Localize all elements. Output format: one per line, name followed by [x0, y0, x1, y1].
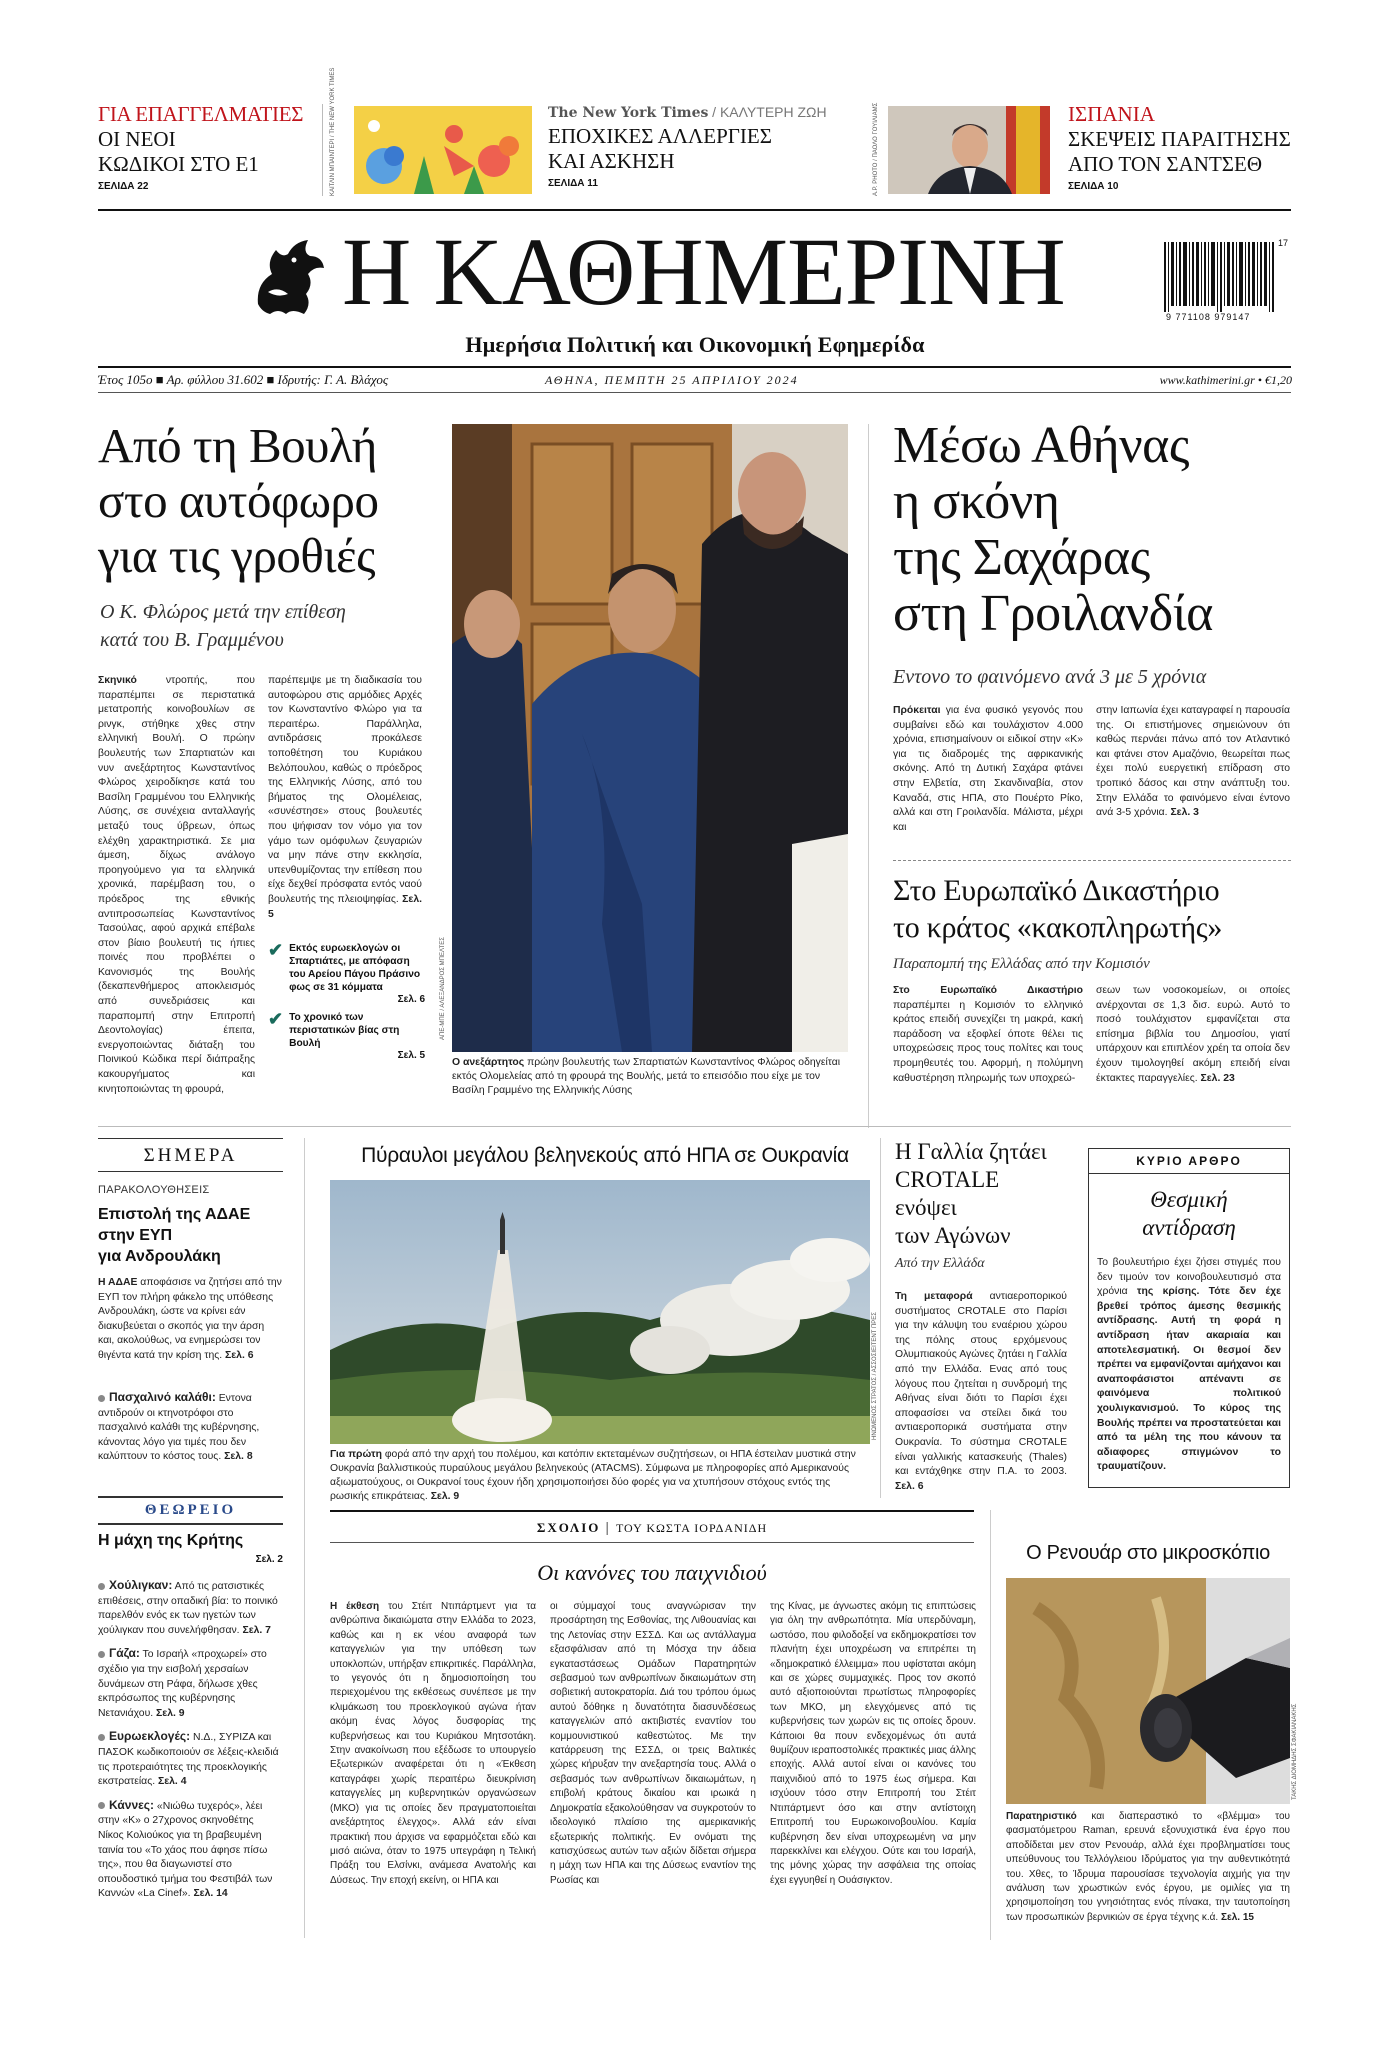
- nyt-brand: The New York Times: [548, 105, 709, 121]
- renoir-body: Παρατηριστικό και διαπεραστικό το «βλέμμα» του φασματόμετρου Raman, ερευνά εξονυχιστικά ένα έργο που αποδίδεται μεν στον Ρενουάρ, αλλά έχει προβληματίσει τους υπεύθυνους του Τελλόγλειου Ιδρύματος για την αυθεντικότητά του. Χθες, το Ίδρυμα παρουσίασε τεχνολογία αιχμής για την ανάλυση των χρωστικών ενός έργου, με ομιλίες για τη χρησιμοποίηση του γνησιότητας ενός πίνακα, την ταυτοποίηση των προσωπικών βερνικιών σε έργα τέχνης κ.ά. Σελ. 15: [1006, 1811, 1290, 1923]
- headline-line: Επιστολή της ΑΔΑΕ: [98, 1206, 251, 1223]
- headline-line: στην ΕΥΠ: [98, 1227, 173, 1244]
- check-icon: ✔: [268, 940, 284, 960]
- sahara-body-col1: Πρόκειται για ένα φυσικό γεγονός που συμβαίνει εδώ και τουλάχιστον 4.000 χρόνια, επισημαίνουν οι ειδικοί στην «Κ» για τις διαδρομές της αφρικανικής σκόνης. Από τη Δυτική Σαχάρα φτάνει στην Ελβετία, στη Σκανδιναβία, στον Καναδά, στις ΗΠΑ, στο Πουέρτο Ρίκο, αλλά και στη Γροιλανδία. Μάλιστα, μέχρι και: [893, 705, 1083, 833]
- comment-headline[interactable]: Οι κανόνες του παιχνιδιού: [537, 1560, 767, 1585]
- sahara-headline[interactable]: [893, 418, 1293, 642]
- comment-col3: της Κίνας, με άγνωστες ακόμη τις επιπτώσεις για όλη την ανθρωπότητα. Μία υπερδύναμη, ωστόσο, που φιλοδοξεί να εκδημοκρατίσει τον πλανήτη έχει υποχρέωση να επιτρέπει τη «δημοκρατικό έλλειμμα» που υφίσταται ακόμη και σε χώρες συμμαχικές. Προς τον σκοπό αυτό αξιοποιούνται πρωτίστως πληροφορίες των ΜΚΟ, μη ελεγχόμενες από τις κυβερνήσεις των χωρών εις τις οποίες δρουν. Κάποιοι θα πουν ενδεχομένως ότι αυτά θυμίζουν ιεραποστολικές πρακτικές μιας άλλης εποχής. Αλλά αυτοί είναι οι κανόνες του παιχνιδιού από το 1975 έως σήμερα. Και ισχύουν τόσο στην Επιτροπή του Στέιτ Ντιπάρτμεντ όσο και στην αντίστοιχη Επιτροπή του Ευρωκοινοβουλίου. Καμία κυβέρνηση δεν είναι υποχρεωμένη να μην παρεκκλίνει και ελέγχου. Ούτε και του Ισραήλ, της μόνης χώρας την ασφάλεια της οποίας έχει εγγυηθεί η Ουάσιγκτον.: [770, 1601, 976, 1886]
- related-item[interactable]: ✔ Εκτός ευρωεκλογών οι Σπαρτιάτες, με απόφαση του Αρείου Πάγου Πράσινο φως σε 31 κόμματα Σελ. 6: [268, 940, 426, 1005]
- list-item[interactable]: Χούλιγκαν: Από τις ρατσιστικές επιθέσεις, στην οπαδική βία: το ποινικό παρελθόν ενός εκ των ηγετών των χούλιγκαν που συνελήφθησαν. Σελ. 7: [98, 1578, 278, 1636]
- headline-line: για τις γροθιές: [98, 528, 376, 583]
- lead-caption: Ο ανεξάρτητος πρώην βουλευτής των Σπαρτιατών Κωνσταντίνος Φλώρος οδηγείται εκτός Ολομελείας από τη φρουρά της Βουλής, μετά το επεισόδιο που είχε με τον Βασίλη Γραμμένο της Ελληνικής Λύσης: [452, 1057, 841, 1096]
- lead-deck: [100, 598, 440, 654]
- headline-line: Η Γαλλία ζητάει: [895, 1139, 1047, 1164]
- related-item[interactable]: ✔ Το χρονικό των περιστατικών βίας στη Βουλή Σελ. 5: [268, 1009, 426, 1061]
- headline-line: το κράτος «κακοπληρωτής»: [893, 911, 1223, 944]
- headline-line: CROTALE: [895, 1167, 1000, 1192]
- list-item[interactable]: Γάζα: Το Ισραήλ «προχωρεί» στο σχέδιο για την εισβολή χερσαίων δυνάμεων στη Ράφα, δήλωσε χθες εκπρόσωπος της κυβέρνησης Νετανιάχου. Σελ. 9: [98, 1646, 267, 1719]
- court-headline[interactable]: [893, 872, 1293, 946]
- bullet-icon: [98, 1802, 105, 1809]
- headline-line: Μέσω Αθήνας: [893, 417, 1189, 474]
- photo-credit: ΚΑΙΤΛΙΝ ΜΠΑΙΝΤΕΡΙ / THE NEW YORK TIMES: [330, 67, 336, 196]
- theoreio-items: [98, 1578, 282, 1910]
- comment-col1: Η έκθεση του Στέιτ Ντιπάρτμεντ για τα ανθρώπινα δικαιώματα στην Ελλάδα το 2023, καθώς και η εκ νέου αναφορά των καταγγελιών για την υπόθεση των υποκλοπών, υπήρξαν επικριτικές. Παράλληλα, το γεγονός ότι η δημοσιοποίηση του περιεχομένου της εκθέσεως συνέπεσε με την κλιμάκωση του προεκλογικού αγώνα ήταν ακόμη ένας λόγος δυσφορίας της κυβερνήσεως και του Κυριάκου Μητσοτάκη. Στην ανακοίνωση που εξέδωσε το υπουργείο Εξωτερικών αναφέρεται ότι η «Έκθεση καταγράφει χωρίς περαιτέρω διευκρίνιση καταγγελίες μη κυβερνητικών οργανώσεων (ΜΚΟ) για τις οποίες δεν πραγματοποιείται ανεξάρτητος έλεγχος». Αλλά εάν είναι πρακτική που άρχισε να εφαρμόζεται εδώ και μισό αιώνα, όταν το 1975 υπεγράφη η Τελική Πράξη του Ελσίνκι, ανάμεσα Ανατολής και Δύσεως. Την εποχή εκείνη, οι ΗΠΑ και: [330, 1601, 536, 1886]
- photo-credit: ΤΑΚΗΣ ΔΙΟΜΗΔΗΣ ΣΦΑΚΙΑΝΑΚΗΣ: [1292, 1703, 1298, 1800]
- comment-section: ΣΧΟΛΙΟ | ΤΟΥ ΚΩΣΤΑ ΙΟΡΔΑΝΙΔΗ: [536, 1520, 768, 1536]
- teaser-title: ΕΠΟΧΙΚΕΣ ΑΛΛΕΡΓΙΕΣ: [548, 124, 772, 148]
- headline-line: στο αυτόφωρο: [98, 473, 379, 528]
- court-body-col2: σεων των νοσοκομείων, οι οποίες ανέρχονται σε 1,3 δισ. ευρώ. Αυτό το ποσό τουλάχιστον εμφανίζεται στα επίσημα βιβλία του Δημοσίου, γιατί υπάρχουν και επιπλέον χρέη τα οποία δεν έχουν τιμολογηθεί ακόμη επειδή είναι έκτακτες παραγγελίες. Σελ. 23: [1096, 985, 1290, 1084]
- france-deck: Από την Ελλάδα: [895, 1256, 985, 1271]
- headline-line: Στο Ευρωπαϊκό Δικαστήριο: [893, 874, 1220, 907]
- missile-photo: [330, 1180, 870, 1444]
- headline-line: για Ανδρουλάκη: [98, 1248, 221, 1265]
- issue-info: Έτος 105ο ■ Αρ. φύλλου 31.602 ■ Ιδρυτής: Γ. Α. Βλάχος: [98, 372, 389, 387]
- masthead-title: Η ΚΑΘΗΜΕΡΙΝΗ: [342, 218, 1065, 325]
- section-title: ΣΗΜΕΡΑ: [143, 1145, 238, 1166]
- teaser-title: ΚΩΔΙΚΟΙ ΣΤΟ Ε1: [98, 152, 259, 176]
- today-headline[interactable]: [98, 1204, 283, 1267]
- masthead-subtitle: Ημερήσια Πολιτική και Οικονομική Εφημερίδα: [465, 332, 925, 357]
- teaser-nyt[interactable]: [548, 104, 848, 189]
- photo-credit: ΑΠΕ-ΜΠΕ / ΑΛΕΞΑΝΔΡΟΣ ΜΠΕΛΤΕΣ: [440, 937, 446, 1040]
- headline-line: των Αγώνων: [895, 1223, 1011, 1248]
- bullet-icon: [98, 1651, 105, 1658]
- author: ΤΟΥ ΚΩΣΤΑ ΙΟΡΔΑΝΙΔΗ: [615, 1521, 768, 1535]
- teaser-kicker: / ΚΑΛΥΤΕΡΗ ΖΩΗ: [712, 104, 827, 120]
- barcode-issue: 17: [1278, 238, 1289, 248]
- headline-line: Από τη Βουλή: [98, 418, 377, 473]
- court-body-col1: Στο Ευρωπαϊκό Δικαστήριο παραπέμπει η Κομισιόν το ελληνικό κράτος επειδή συνεχίζει τη μακρά, κακή παράδοση να εξοφλεί όποτε θέλει τις υποχρεώσεις προς τους πολίτες και τους προμηθευτές του. Αφορμή, η πολύμηνη καθυστέρηση πληρωμής των υποχρεώ-: [893, 985, 1083, 1084]
- theoreio-ref: Σελ. 2: [255, 1554, 283, 1565]
- teaser-kicker: ΙΣΠΑΝΙΑ: [1068, 102, 1155, 126]
- comment-col2: οι σύμμαχοί τους αναγνώρισαν την προσάρτηση της Εσθονίας, της Λιθουανίας και της Λετονίας στην ΕΣΣΔ. Και ως αντάλλαγμα εξασφάλισαν από τη Μόσχα την άδεια εγκαταστάσεως Ομάδων Παρατηρητών σεβασμού των ανθρωπίνων δικαιωμάτων στη σοβιετική αυτοκρατορία. Διά του τρόπου όμως αυτού δόθηκε η δυνατότητα διασυνδέσεως καταγγελιών από ακτιβιστές εναντίον του κομμουνιστικού καθεστώτος. Με την κατάρρευση της ΕΣΣΔ, οι τρεις Βαλτικές χώρες κήρυξαν την ανεξαρτησία τους. Αλλά ο σεβασμός των ανθρωπίνων δικαιωμάτων, η επιβολή κράτους δικαίου και ιρωικά η Δημοκρατία εξακολούθησαν να συγκροτούν το ιδεολογικό πλαίσιο της αμερικανικής εξωτερικής πολιτικής. Εν ονόματι της κατισχύσεως αυτών των αξιών δίδεται σήμερα η μάχη των ΗΠΑ και της Δύσεως εναντίον της Ρωσίας και: [550, 1601, 756, 1886]
- teaser-title: ΣΚΕΨΕΙΣ ΠΑΡΑΙΤΗΣΗΣ: [1068, 127, 1291, 151]
- lead-headline[interactable]: [98, 418, 438, 583]
- sahara-deck: Εντονο το φαινόμενο ανά 3 με 5 χρόνια: [893, 666, 1207, 688]
- related-links[interactable]: [268, 942, 428, 1067]
- section-title: ΚΥΡΙΟ ΑΡΘΡΟ: [1089, 1149, 1289, 1174]
- teaser-kicker: ΓΙΑ ΕΠΑΓΓΕΛΜΑΤΙΕΣ: [98, 102, 304, 126]
- teaser-title: ΚΑΙ ΑΣΚΗΣΗ: [548, 149, 675, 173]
- photo-credit: A.P. PHOTO / ΠΑΟΛΟ ΓΟΥΙΛΙΑΜΣ: [873, 102, 879, 196]
- allergy-illustration: [354, 106, 532, 194]
- teaser-title: ΟΙ ΝΕΟΙ: [98, 127, 176, 151]
- issue-date: ΑΘΗΝΑ, ΠΕΜΠΤΗ 25 ΑΠΡΙΛΙΟΥ 2024: [545, 373, 799, 387]
- renoir-headline[interactable]: Ο Ρενουάρ στο μικροσκόπιο: [1026, 1542, 1270, 1564]
- today-kicker: ΠΑΡΑΚΟΛΟΥΘΗΣΕΙΣ: [98, 1184, 210, 1196]
- microscope-photo: [1006, 1578, 1290, 1804]
- parliament-photo: [452, 424, 848, 1052]
- editorial-headline[interactable]: [1089, 1186, 1289, 1242]
- teaser-page: ΣΕΛΙΔΑ 10: [1068, 181, 1119, 192]
- issue-price: www.kathimerini.gr • €1,20: [1159, 373, 1292, 387]
- deck-line: Ο Κ. Φλώρος μετά την επίθεση: [100, 601, 346, 623]
- bullet-icon: [98, 1734, 105, 1741]
- deck-line: κατά του Β. Γραμμένου: [100, 629, 284, 651]
- headline-line: η σκόνη: [893, 473, 1060, 530]
- headline-line: ενόψει: [895, 1195, 957, 1220]
- griffin-logo-icon: [248, 234, 330, 320]
- headline-line: στη Γροιλανδία: [893, 585, 1213, 642]
- section-title: ΣΧΟΛΙΟ: [536, 1520, 601, 1535]
- lead-body-col1: Σκηνικό ντροπής, που παραπέμπει σε περιστατικά μετατροπής κοινοβουλίων σε ρινγκ, στήθηκε χθες στην ελληνική Βουλή. Ο πρώην βουλευτής των Σπαρτιατών και νυν ανεξάρτητος Κωνσταντίνος Φλώρος χειροδίκησε κατά του Βασίλη Γραμμένου του Ελληνικής Λύσης, σε συνέχεια ανταλλαγής μεταξύ τους ύβρεων, όπως ελέχθη χαρακτηριστικά. Σε μια άμεση, δίχως ανάλογο προηγούμενο για τα ελληνικά χρονικά, παρέμβαση του, ο πρόεδρος της εθνικής αντιπροσωπείας Κωνσταντίνος Τασούλας, αφού αρχικά επέβαλε στον βίαιο βουλευτή τις ήπιες ποινές που προβλέπει ο Κανονισμός της Βουλής (δεκαπενθήμερος αποκλεισμός από συνεδριάσεις και παραπομπή στην Επιτροπή Δεοντολογίας) έπειτα, ενεργοποιώντας διάταξη του Ποινικού Κώδικα περί διάπραξης κακουργήματος και κινητοποιώντας τη φρουρά,: [98, 675, 255, 1095]
- france-headline[interactable]: [895, 1138, 1075, 1250]
- list-item[interactable]: Κάννες: «Νιώθω τυχερός», λέει στην «Κ» ο 27χρονος σκηνοθέτης Νίκος Κολιούκος για τη βραβευμένη ταινία του «Το χάος που άφησε πίσω της», που θα διαγωνιστεί στο οπουδοστικό τμήμα του Φεστιβάλ των Καννών «La Cinef». Σελ. 14: [98, 1797, 273, 1900]
- editorial-box: [1088, 1148, 1290, 1488]
- court-deck: Παραπομπή της Ελλάδας από την Κομισιόν: [893, 956, 1150, 972]
- sahara-body-col2: στην Ιαπωνία έχει καταγραφεί η παρουσία της. Οι επιστήμονες σημειώνουν ότι καθώς περνάει πάνω από τον Ατλαντικό και φτάνει στον Αμαζόνιο, θεωρείται πως έχει πολύ ευεργετική επίδραση στο τροπικό δάσος και στην ανάπτυξη του. Στην Ελλάδα το φαινόμενο είναι έντονο ανά 3-5 χρόνια. Σελ. 3: [1096, 705, 1290, 819]
- photo-credit: ΗΝΩΜΕΝΟΣ ΣΤΡΑΤΟΣ / ΑΣΣΟΣΙΕΙΤΕΝΤ ΠΡΕΣ: [872, 1311, 878, 1440]
- teaser-spain[interactable]: [1068, 102, 1308, 192]
- barcode-number: 9 771108 979147: [1166, 312, 1251, 322]
- today-body: Η ΑΔΑΕ αποφάσισε να ζητήσει από την ΕΥΠ τον πλήρη φάκελο της υπόθεσης Ανδρουλάκη, ώστε να κρίνει εάν διακυβεύεται ο σκοπός για την άρση και, ακολούθως, να ενημερώσει τον θιγέντα κατά την κρίση της. Σελ. 6: [98, 1277, 282, 1361]
- bullet-icon: [98, 1395, 105, 1402]
- list-item[interactable]: Ευρωεκλογές: Ν.Δ., ΣΥΡΙΖΑ και ΠΑΣΟΚ κωδικοποιούν σε λέξεις-κλειδιά τις προτεραιότητες της προεκλογικής εκστρατείας. Σελ. 4: [98, 1729, 279, 1788]
- headline-line: της Σαχάρας: [893, 529, 1150, 586]
- missiles-caption: Για πρώτη φορά από την αρχή του πολέμου, και κατόπιν εκτεταμένων συζητήσεων, οι ΗΠΑ έστειλαν μυστικά στην Ουκρανία βαλλιστικούς πυραύλους μεγάλου βεληνεκούς (ATACMS). Σύμφωνα με πληροφορίες από Αμερικανούς αξιωματούχους, οι Ουκρανοί τους έχουν ήδη χρησιμοποιήσει δύο φορές για να χτυπήσουν στόχους εντός της ρωσικής επικράτειας. Σελ. 9: [330, 1449, 856, 1502]
- teaser-title: ΑΠΟ ΤΟΝ ΣΑΝΤΣΕΘ: [1068, 152, 1262, 176]
- check-icon: ✔: [268, 1009, 284, 1029]
- france-body: Τη μεταφορά αντιαεροπορικού συστήματος CROTALE στο Παρίσι για την κάλυψη του εναέριου χώρου της πόλης στους ερχόμενους Ολυμπιακούς Αγώνες ζητάει η Γαλλία από την Ελλάδα. Ενας από τους λόγους που ζητείται η συνδρομή της Αθήνας είναι διότι το Παρίσι έχει αποφασίσει να στείλει δικά του αντιαεροπορικά συστήματα στην Ουκρανία. Το σύστημα CROTALE είναι γαλλικής κατασκευής (Thales) και εντάχθηκε στην Π.Α. το 2003. Σελ. 6: [895, 1291, 1067, 1492]
- theoreio-headline[interactable]: Η μάχη της Κρήτης: [98, 1532, 244, 1549]
- today-item[interactable]: Πασχαλινό καλάθι: Εντονα αντιδρούν οι κτηνοτρόφοι στο πασχαλινό καλάθι της κυβέρνησης, κάνοντας λόγο για τιμές που δεν καλύπτουν το κόστος τους. Σελ. 8: [98, 1390, 260, 1463]
- headline-line: Θεσμική: [1150, 1187, 1228, 1212]
- barcode: [1162, 238, 1290, 330]
- bullet-icon: [98, 1583, 105, 1590]
- theoreio-section: ΘΕΩΡΕΙΟ: [98, 1496, 283, 1525]
- lead-body-col2: παρέπεμψε με τη διαδικασία του αυτοφώρου στις αρμόδιες Αρχές τον Κωνσταντίνο Φλώρο για τα περαιτέρω. Παράλληλα, αντιδράσεις προκάλεσε τοποθέτηση του Κυριάκου Βελόπουλου, καθώς ο πρόεδρος της Ελληνικής Λύσης, από του βήματος της Ολομέλειας, «συνέστησε» στους βουλευτές που ψήφισαν τον νόμο για τον γάμο των ομόφυλων ζευγαριών να μην πάνε στην εκκλησία, υπενθυμίζοντας την επίθεση που είχε δεχθεί πρόσφατα εντός ναού βουλευτής της πλειοψηφίας. Σελ. 5: [268, 675, 422, 920]
- headline-line: αντίδραση: [1142, 1215, 1236, 1240]
- sanchez-photo: [888, 106, 1050, 194]
- editorial-body: Το βουλευτήριο έχει ζήσει στιγμές που δεν τιμούν τον κοινοβουλευτισμό στα χρόνια της κρίσης. Τότε δεν έχε βρεθεί τρόπος άμεσης θεσμικής αντίδρασης. Αυτή τη φορά η αντίδραση ήταν ακαριαία και αποτελεσματική. Οι θεσμοί δεν πρέπει να εμφανίζονται αμήχανοι και αναποφάσιστοι απέναντι σε φαινόμενα πολιτικού χουλιγκανισμού. Το κύρος της Βουλής πρέπει να προστατεύεται και από τα μέλη της που κάνουν τα αδιαφορες σπιγμώνον το τραυματίζουν.: [1097, 1257, 1282, 1473]
- missiles-headline[interactable]: Πύραυλοι μεγάλου βεληνεκούς από ΗΠΑ σε Ουκρανία: [361, 1144, 849, 1167]
- teaser-page: ΣΕΛΙΔΑ 11: [548, 178, 598, 189]
- today-section: [98, 1138, 283, 1172]
- teaser-professionals[interactable]: [98, 102, 313, 192]
- teaser-page: ΣΕΛΙΔΑ 22: [98, 181, 149, 192]
